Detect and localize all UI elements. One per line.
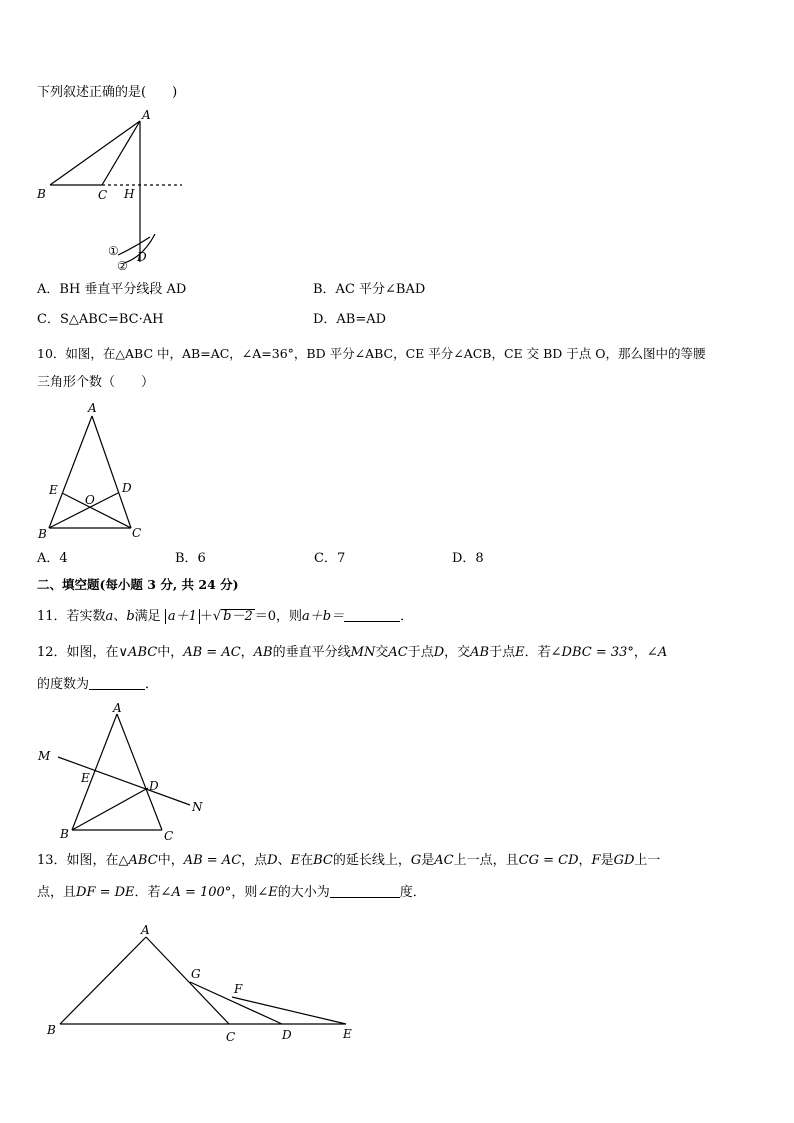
q13-t17: ， (578, 853, 592, 868)
q10-label-a: A (88, 401, 97, 415)
q10-label-d: D (122, 481, 132, 495)
q13-t4: AB = AC (183, 853, 242, 868)
q13-t20: GD (613, 853, 635, 868)
q12-t6: AB (253, 645, 273, 660)
q12-label-n: N (192, 800, 203, 814)
q11-abs-content: a＋1 (167, 609, 197, 624)
q13-t2: △ABC (118, 853, 158, 868)
q11-sum: a＋b＝ (302, 609, 345, 624)
q13-t16: CG = CD (518, 853, 579, 868)
q13-l2-end: 度． (399, 885, 426, 900)
q12-label-e: E (81, 771, 90, 785)
q12-l2-text: 的度数为 (37, 677, 90, 692)
q9-label-a: A (142, 108, 151, 122)
q10-option-a: A．4 (37, 551, 68, 566)
section-title: 二、填空题(每小题 3 分, 共 24 分) (37, 577, 239, 592)
q10-option-c: C．7 (314, 551, 346, 566)
q12-t18: ∠DBC = 33° (550, 645, 634, 660)
q10-stem-line2: 三角形个数（ ） (37, 375, 155, 390)
q11-abs (165, 609, 200, 624)
q12-line2 (37, 676, 158, 694)
q11-eq: ＝0，则 (254, 609, 303, 624)
q10-option-d: D．8 (452, 551, 484, 566)
q12-t19: ， (633, 645, 647, 660)
q13-label-e: E (343, 1027, 352, 1041)
q9-option-c: C．S△ABC=BC·AH (37, 312, 164, 327)
q9-option-d: D．AB=AD (313, 312, 387, 327)
q10-label-c: C (132, 526, 142, 540)
q11-plus: ＋ (199, 609, 213, 624)
q12-label-c: C (164, 829, 174, 843)
q11-prefix: 11．若实数 (37, 609, 106, 624)
q13-answer-blank[interactable] (330, 897, 400, 898)
q12-label-a: A (113, 701, 122, 715)
q12-label-d: D (149, 779, 159, 793)
q9-stem: 下列叙述正确的是( ) (37, 85, 178, 100)
q13-t21: 上一 (634, 853, 661, 868)
q12-t11: 于点 (407, 645, 434, 660)
q13-line1 (37, 852, 660, 870)
q12-line1 (37, 644, 667, 662)
q13-l2-t6: ∠E (257, 885, 278, 900)
q11-mid: 满足 (134, 609, 161, 624)
q12-answer-blank[interactable] (89, 689, 145, 690)
q11-sep: 、 (113, 609, 127, 624)
q9-option-a: A．BH 垂直平分线段 AD (37, 282, 187, 297)
q13-label-d: D (282, 1028, 292, 1042)
q12-label-b: B (60, 827, 69, 841)
q11-answer-blank[interactable] (344, 621, 400, 622)
q13-l2-t1: 点，且 (37, 885, 77, 900)
q13-t12: G (410, 853, 422, 868)
q12-t3: 中， (157, 645, 184, 660)
q12-t17: ．若 (524, 645, 551, 660)
q13-t7: 、 (277, 853, 291, 868)
q12-t9: 交 (375, 645, 389, 660)
q12-t7: 的垂直平分线 (272, 645, 351, 660)
q13-t11: 的延长线上， (332, 853, 411, 868)
q12-t13: ，交 (444, 645, 471, 660)
q12-t12: D (433, 645, 445, 660)
q10-label-o: O (85, 493, 95, 507)
q12-t1: 12．如图，在 (37, 645, 119, 660)
q11-end: ． (400, 609, 414, 624)
q12-t4: AB = AC (183, 645, 241, 660)
q9-label-b: B (37, 187, 46, 201)
q13-l2-t4: ∠A = 100° (160, 885, 232, 900)
q11-var-a: a (105, 609, 114, 624)
q12-label-m: M (38, 749, 51, 763)
q12-t15: 于点 (489, 645, 516, 660)
q11-var-b: b (126, 609, 135, 624)
q13-t3: 中， (157, 853, 184, 868)
q12-l2-end: ． (145, 677, 159, 692)
q13-t13: 是 (421, 853, 435, 868)
q13-l2-t2: DF = DE (76, 885, 135, 900)
q9-label-d: D (137, 250, 147, 264)
q13-t8: E (290, 853, 301, 868)
q13-t15: 上一点，且 (453, 853, 519, 868)
q9-option-b: B．AC 平分∠BAD (313, 282, 426, 297)
q10-label-e: E (49, 483, 58, 497)
q12-t20: ∠A (646, 645, 668, 660)
q13-t9: 在 (300, 853, 314, 868)
q13-label-g: G (191, 967, 201, 981)
q12-t16: E (515, 645, 525, 660)
q13-t6: D (267, 853, 278, 868)
q10-option-b: B．6 (175, 551, 206, 566)
q13-t10: BC (313, 853, 333, 868)
q13-t1: 13．如图，在 (37, 853, 119, 868)
q11-sqrt-content: b－2 (223, 609, 253, 624)
q13-l2-t3: ．若 (134, 885, 161, 900)
q11-text (37, 608, 413, 626)
q9-label-2: ② (117, 259, 128, 273)
q12-t10: AC (388, 645, 408, 660)
q9-label-1: ① (108, 244, 119, 258)
q13-t19: 是 (600, 853, 614, 868)
q12-t8: MN (350, 645, 376, 660)
q13-t18: F (591, 853, 601, 868)
q10-label-b: B (38, 527, 47, 541)
q12-t14: AB (470, 645, 490, 660)
q13-label-f: F (234, 982, 243, 996)
q12-t5: ， (240, 645, 254, 660)
q10-stem-line1: 10．如图，在△ABC 中，AB=AC，∠A=36°，BD 平分∠ABC，CE 平分∠ACB，CE 交 BD 于点 O，那么图中的等腰 (37, 346, 706, 361)
q13-label-a: A (141, 923, 150, 937)
q13-line2 (37, 884, 426, 902)
q13-label-c: C (226, 1030, 236, 1044)
q9-label-h: H (124, 187, 135, 201)
q9-label-c: C (98, 188, 108, 202)
q13-label-b: B (47, 1023, 56, 1037)
q12-t2: ∨ABC (118, 645, 158, 660)
q13-t14: AC (434, 853, 454, 868)
q13-l2-t5: ，则 (231, 885, 258, 900)
q13-t5: ，点 (241, 853, 268, 868)
q13-l2-t7: 的大小为 (277, 885, 330, 900)
q11-sqrt-sign: √ (212, 609, 222, 624)
